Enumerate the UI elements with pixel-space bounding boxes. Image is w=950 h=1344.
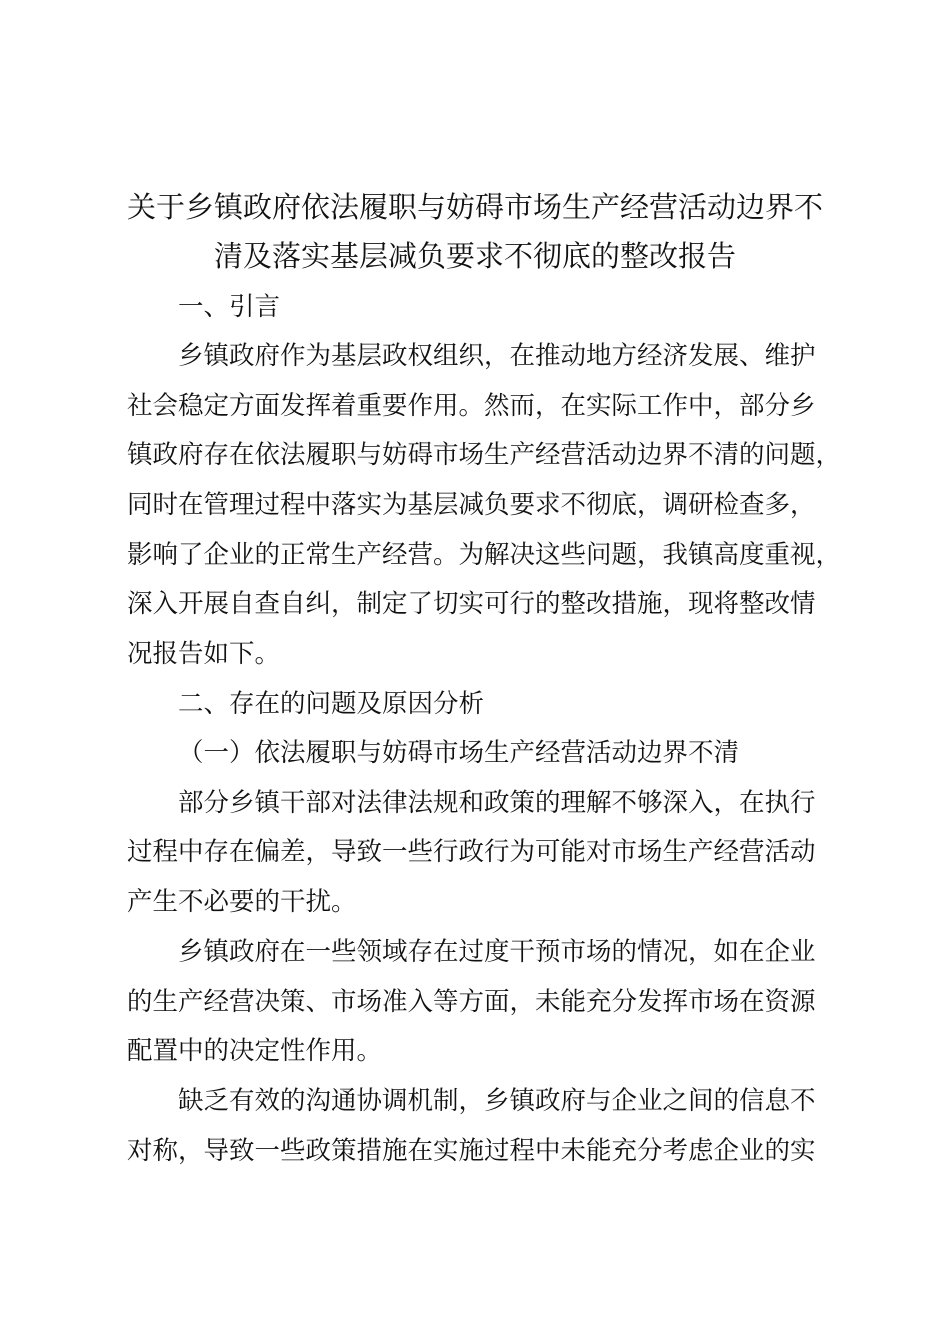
document-title-line-2: 清及落实基层减负要求不彻底的整改报告 (213, 239, 736, 273)
paragraph-4-line-1: 缺乏有效的沟通协调机制，乡镇政府与企业之间的信息不 (178, 1086, 816, 1116)
paragraph-3-line-3: 配置中的决定性作用。 (127, 1036, 383, 1066)
paragraph-1-line-7: 况报告如下。 (127, 639, 281, 669)
paragraph-1-line-1: 乡镇政府作为基层政权组织，在推动地方经济发展、维护 (178, 341, 816, 371)
document-title-line-1: 关于乡镇政府依法履职与妨碍市场生产经营活动边界不 (126, 190, 823, 224)
paragraph-1-line-4: 同时在管理过程中落实为基层减负要求不彻底，调研检查多， (127, 490, 816, 520)
paragraph-2-line-2: 过程中存在偏差，导致一些行政行为可能对市场生产经营活动 (127, 837, 816, 867)
paragraph-1-line-3: 镇政府存在依法履职与妨碍市场生产经营活动边界不清的问题， (127, 440, 842, 470)
paragraph-1-line-2: 社会稳定方面发挥着重要作用。然而，在实际工作中，部分乡 (127, 391, 816, 421)
paragraph-3-line-1: 乡镇政府在一些领域存在过度干预市场的情况，如在企业 (178, 937, 816, 967)
section-heading-problems: 二、存在的问题及原因分析 (178, 689, 485, 719)
section-heading-introduction: 一、引言 (178, 292, 281, 322)
subsection-heading-boundary: （一）依法履职与妨碍市场生产经营活动边界不清 (178, 738, 740, 768)
paragraph-1-line-6: 深入开展自查自纠，制定了切实可行的整改措施，现将整改情 (127, 589, 816, 619)
paragraph-1-line-5: 影响了企业的正常生产经营。为解决这些问题，我镇高度重视， (127, 540, 842, 570)
paragraph-2-line-3: 产生不必要的干扰。 (127, 887, 357, 917)
paragraph-4-line-2: 对称，导致一些政策措施在实施过程中未能充分考虑企业的实 (127, 1136, 816, 1166)
paragraph-2-line-1: 部分乡镇干部对法律法规和政策的理解不够深入，在执行 (178, 788, 816, 818)
paragraph-3-line-2: 的生产经营决策、市场准入等方面，未能充分发挥市场在资源 (127, 987, 816, 1017)
